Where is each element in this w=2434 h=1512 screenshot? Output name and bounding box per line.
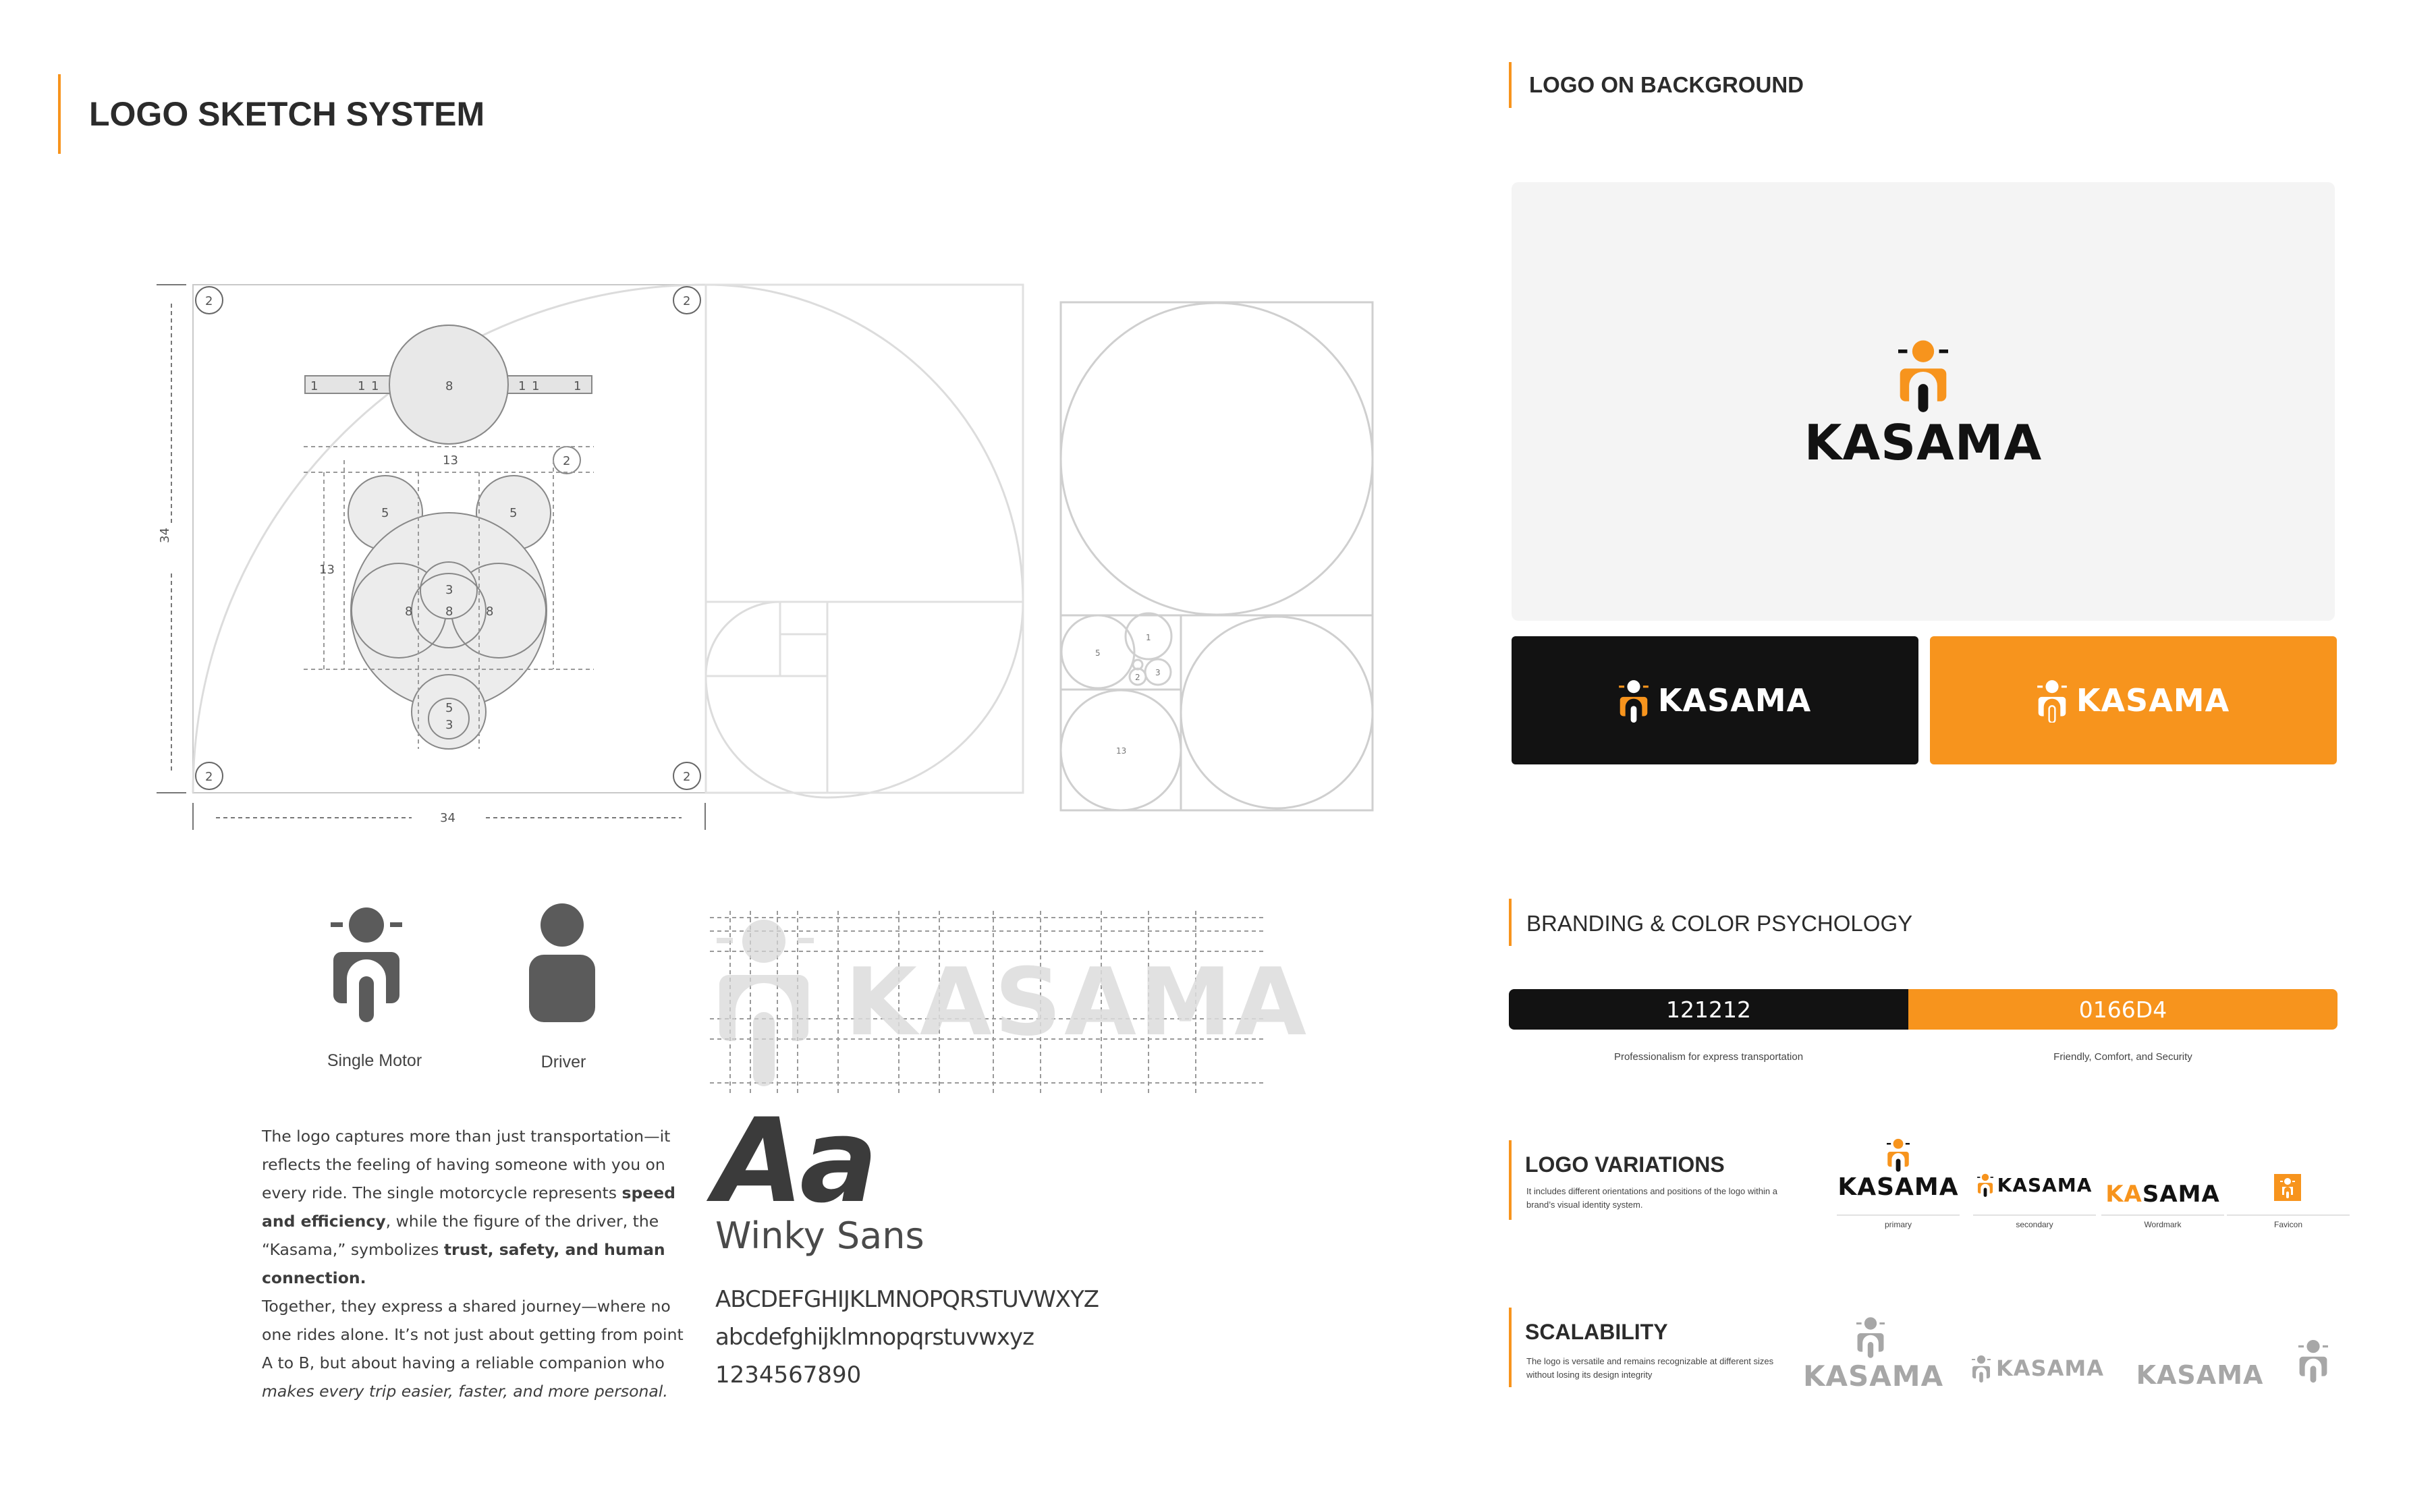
digits-specimen: 1234567890 (715, 1362, 862, 1389)
desc-text-3: Together, they express a shared journey—where no one rides alone. It’s not just about getting from point A to B, but about having a reliable companion who (262, 1297, 684, 1372)
circle-label-5c: 5 (445, 701, 453, 715)
circle-label-3a: 3 (445, 583, 453, 597)
color-swatch-orange (1908, 989, 2338, 1030)
kasama-mark-icon (1977, 1173, 1993, 1197)
section-accent-bar (1509, 899, 1512, 946)
desc-text-2: , while the figure of the driver, the “Kasama,” symbolizes (262, 1212, 659, 1259)
variation-favicon-label: Favicon (2273, 1220, 2303, 1229)
ratio-1b: 1 (358, 379, 366, 393)
section-accent-bar (1509, 1140, 1512, 1220)
scale-large-logo (1803, 1314, 1944, 1393)
logo-light-card (1512, 182, 2335, 621)
scale-medium-wordmark: KASAMA (1996, 1355, 2104, 1381)
scale-icon-logo (2298, 1336, 2328, 1384)
logo-description (262, 1122, 687, 1405)
variations-description: It includes different orientations and positions of the logo within a brand’s visual identity system. (1526, 1186, 1777, 1210)
golden-label-3: 3 (1155, 668, 1161, 677)
golden-label-5: 5 (1095, 648, 1101, 658)
variation-divider (1973, 1214, 2096, 1216)
ghost-wordmark: KASAMA (845, 948, 1310, 1057)
logo-construction-grid (148, 270, 1390, 850)
kasama-mark-icon (1972, 1353, 1991, 1383)
circle-label-8a: 8 (405, 605, 413, 619)
driver-label: Driver (541, 1053, 586, 1071)
wordmark-grid (710, 911, 1310, 1093)
section-accent-bar (1509, 62, 1512, 108)
variation-primary (1834, 1137, 1962, 1200)
ratio-8: 8 (445, 379, 453, 393)
color-code-dark: 121212 (1666, 996, 1751, 1023)
section-accent-bar (58, 74, 61, 154)
background-section-title: LOGO ON BACKGROUND (1529, 72, 1804, 97)
color-meaning-dark: Professionalism for express transportation (1613, 1051, 1804, 1063)
kasama-mark-icon (1856, 1314, 1885, 1359)
variation-primary-label: primary (1884, 1220, 1912, 1229)
type-sample: Aa (714, 1093, 875, 1229)
desc-text-1: The logo captures more than just transportation—it reflects the feeling of having someone with you on every ride. The single motorcycle represents (262, 1127, 671, 1202)
color-swatch-dark (1509, 989, 1908, 1030)
kasama-mark-icon (1887, 1137, 1910, 1172)
desc-bold-2: trust, safety, and human connection. (262, 1240, 665, 1287)
circle-label-3b: 3 (445, 718, 453, 732)
circle-label-5a: 5 (381, 506, 389, 520)
dim-height-label: 34 (158, 528, 172, 543)
ratio-1f: 1 (574, 379, 582, 393)
scale-large-wordmark: KASAMA (1803, 1360, 1944, 1393)
variations-section-title: LOGO VARIATIONS (1525, 1152, 1725, 1177)
wordmark-part-dark: SAMA (2142, 1181, 2220, 1208)
desc-bold-1: speed and efficiency (262, 1183, 675, 1231)
variation-secondary-label: secondary (2016, 1220, 2053, 1229)
section-accent-bar (1509, 1308, 1512, 1387)
kasama-mark-icon (1619, 678, 1649, 723)
lowercase-specimen: abcdefghijklmnopqrstuvwxyz (715, 1324, 1034, 1351)
torso-dim-label: 13 (319, 563, 335, 577)
corner-label-br: 2 (683, 770, 691, 784)
variation-divider (1837, 1214, 1960, 1216)
corner-label-bl: 2 (205, 770, 213, 784)
psychology-section-title: BRANDING & COLOR PSYCHOLOGY (1526, 911, 1913, 936)
circle-label-8b: 8 (445, 605, 453, 619)
driver-icon (525, 901, 599, 1022)
scale-wordmark-logo (2132, 1360, 2267, 1390)
ratio-1e: 1 (532, 379, 540, 393)
wordmark-part-orange: KA (2105, 1181, 2142, 1208)
variation-secondary (1970, 1173, 2099, 1197)
logo-orange-card (1930, 636, 2337, 764)
corner-label-tl: 2 (205, 294, 213, 308)
kasama-mark-icon (1898, 337, 1948, 412)
variation-wordmark (2099, 1181, 2227, 1208)
uppercase-specimen: ABCDEFGHIJKLMNOPQRSTUVWXYZ (715, 1286, 1099, 1313)
logo-dark-card (1512, 636, 1918, 764)
color-code-orange: 0166D4 (2078, 996, 2167, 1023)
ratio-1c: 1 (371, 379, 379, 393)
ratio-1a: 1 (310, 379, 319, 393)
golden-label-2: 2 (1135, 673, 1140, 682)
variation-primary-wordmark: KASAMA (1837, 1173, 1959, 1201)
kasama-wordmark: KASAMA (1657, 682, 1812, 719)
single-motor-icon (329, 901, 404, 1022)
color-meaning-orange: Friendly, Comfort, and Security (2053, 1051, 2192, 1063)
circle-label-2: 2 (563, 454, 571, 468)
favicon-icon (2274, 1174, 2301, 1201)
golden-label-13: 13 (1116, 746, 1127, 756)
scalability-section-title: SCALABILITY (1525, 1320, 1668, 1344)
golden-label-1: 1 (1146, 633, 1151, 642)
variation-divider (2101, 1214, 2224, 1216)
scalability-description: The logo is versatile and remains recognizable at different sizes without losing its design integrity (1526, 1356, 1774, 1380)
single-motor-label: Single Motor (327, 1051, 422, 1070)
font-name: Winky Sans (715, 1214, 924, 1257)
sketch-section-title: LOGO SKETCH SYSTEM (89, 95, 485, 133)
variation-secondary-wordmark: KASAMA (1997, 1173, 2093, 1196)
circle-label-5b: 5 (509, 506, 518, 520)
kasama-mark-icon (2037, 678, 2067, 723)
corner-label-tr: 2 (683, 294, 691, 308)
scale-wordmark: KASAMA (2136, 1360, 2264, 1390)
scale-medium-logo (1970, 1353, 2105, 1383)
shoulder-dim-label: 13 (443, 453, 458, 468)
desc-italic: makes every trip easier, faster, and more personal. (262, 1382, 668, 1401)
dim-width-label: 34 (440, 811, 455, 825)
ratio-1d: 1 (518, 379, 526, 393)
variation-wordmark-label: Wordmark (2144, 1220, 2182, 1229)
circle-label-8c: 8 (486, 605, 494, 619)
variation-divider (2227, 1214, 2350, 1216)
kasama-wordmark: KASAMA (2076, 682, 2230, 719)
kasama-wordmark: KASAMA (1804, 414, 2043, 471)
